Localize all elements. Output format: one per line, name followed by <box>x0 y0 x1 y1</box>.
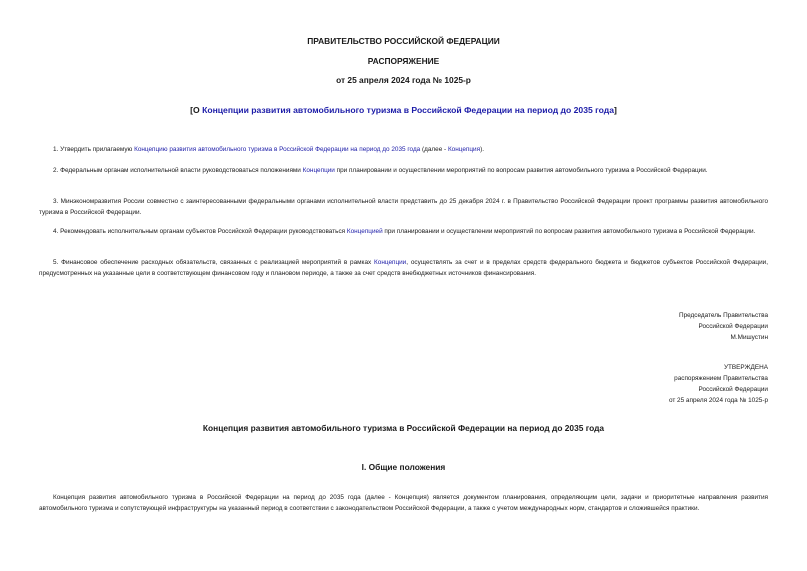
paragraph-1-middle: (далее - <box>420 146 448 153</box>
document-date-number: от 25 апреля 2024 года № 1025-р <box>336 75 471 85</box>
title-bracket-open: [О <box>190 105 203 115</box>
paragraph-4-end: при планировании и осуществлении мероприятий по вопросам развития автомобильного туризма в Российской Федерации. <box>382 228 756 235</box>
document-title <box>0 105 807 115</box>
concept-link-p4[interactable]: Концепцией <box>346 228 383 235</box>
concept-short-link[interactable]: Концепция <box>447 146 481 153</box>
title-concept-link[interactable]: Концепции развития автомобильного туризма в Российской Федерации на период до 2035 года <box>202 105 614 115</box>
paragraph-1-text: 1. Утвердить прилагаемую <box>53 146 135 153</box>
document-type-heading: РАСПОРЯЖЕНИЕ <box>367 56 440 66</box>
paragraph-5 <box>39 258 768 279</box>
paragraph-3-text: 3. Минэкономразвития России совместно с заинтересованными федеральными органами исполнительной власти представить до 25 декабря 2024 г. в Правительство Российской Федерации проект программы развития автомобильного туризма в Российской Федерации. <box>39 198 768 216</box>
concept-title: Концепция развития автомобильного туризма в Российской Федерации на период до 2035 года <box>202 423 605 433</box>
signature-block <box>548 310 768 343</box>
concept-link-p2[interactable]: Концепции <box>302 167 335 174</box>
paragraph-5-end: , осуществлять за счет и в пределах средств федерального бюджета и бюджетов субъектов Российской Федерации, предусмотренных на указанные цели в соответствующем финансовом году и плановом периоде, а также за счет средств внебюджетных источников финансирования. <box>39 259 768 277</box>
paragraph-4 <box>39 227 768 238</box>
approval-block <box>548 362 768 406</box>
approval-status: УТВЕРЖДЕНА <box>723 364 768 371</box>
paragraph-1 <box>39 145 768 156</box>
paragraph-5-text: 5. Финансовое обеспечение расходных обязательств, связанных с реализацией мероприятий в рамках <box>53 259 375 266</box>
government-heading: ПРАВИТЕЛЬСТВО РОССИЙСКОЙ ФЕДЕРАЦИИ <box>307 36 500 46</box>
concept-intro-text: Концепция развития автомобильного туризма в Российской Федерации на период до 2035 года (далее - Концепция) является документом планирования, определяющим цели, задачи и приоритетные направления развития автомобильного туризма и сопутствующей инфраструктуры на указанный период в соответствии с законодательством Российской Федерации, а также с учетом международных норм, стандартов и сложившейся практики. <box>39 494 768 512</box>
concept-link-p5[interactable]: Концепции <box>374 259 407 266</box>
concept-intro-paragraph <box>39 493 768 514</box>
approval-date-number: от 25 апреля 2024 года № 1025-р <box>668 397 768 404</box>
signature-name: М.Мишустин <box>730 334 768 341</box>
approval-organization: Российской Федерации <box>698 386 768 393</box>
approval-by: распоряжением Правительства <box>674 375 768 382</box>
signature-position: Председатель Правительства <box>679 312 768 319</box>
signature-organization: Российской Федерации <box>698 323 768 330</box>
concept-link[interactable]: Концепцию развития автомобильного туризма в Российской Федерации на период до 2035 года <box>134 146 421 153</box>
title-bracket-close: ] <box>613 105 617 115</box>
paragraph-4-text: 4. Рекомендовать исполнительным органам субъектов Российской Федерации руководствоваться <box>53 228 347 235</box>
paragraph-3 <box>39 197 768 218</box>
paragraph-2 <box>39 166 768 177</box>
paragraph-1-end: ). <box>480 146 484 153</box>
section-heading: I. Общие положения <box>361 462 446 472</box>
paragraph-2-end: при планировании и осуществлении мероприятий по вопросам развития автомобильного туризма в Российской Федерации. <box>334 167 708 174</box>
paragraph-2-text: 2. Федеральным органам исполнительной власти руководствоваться положениями <box>53 167 303 174</box>
